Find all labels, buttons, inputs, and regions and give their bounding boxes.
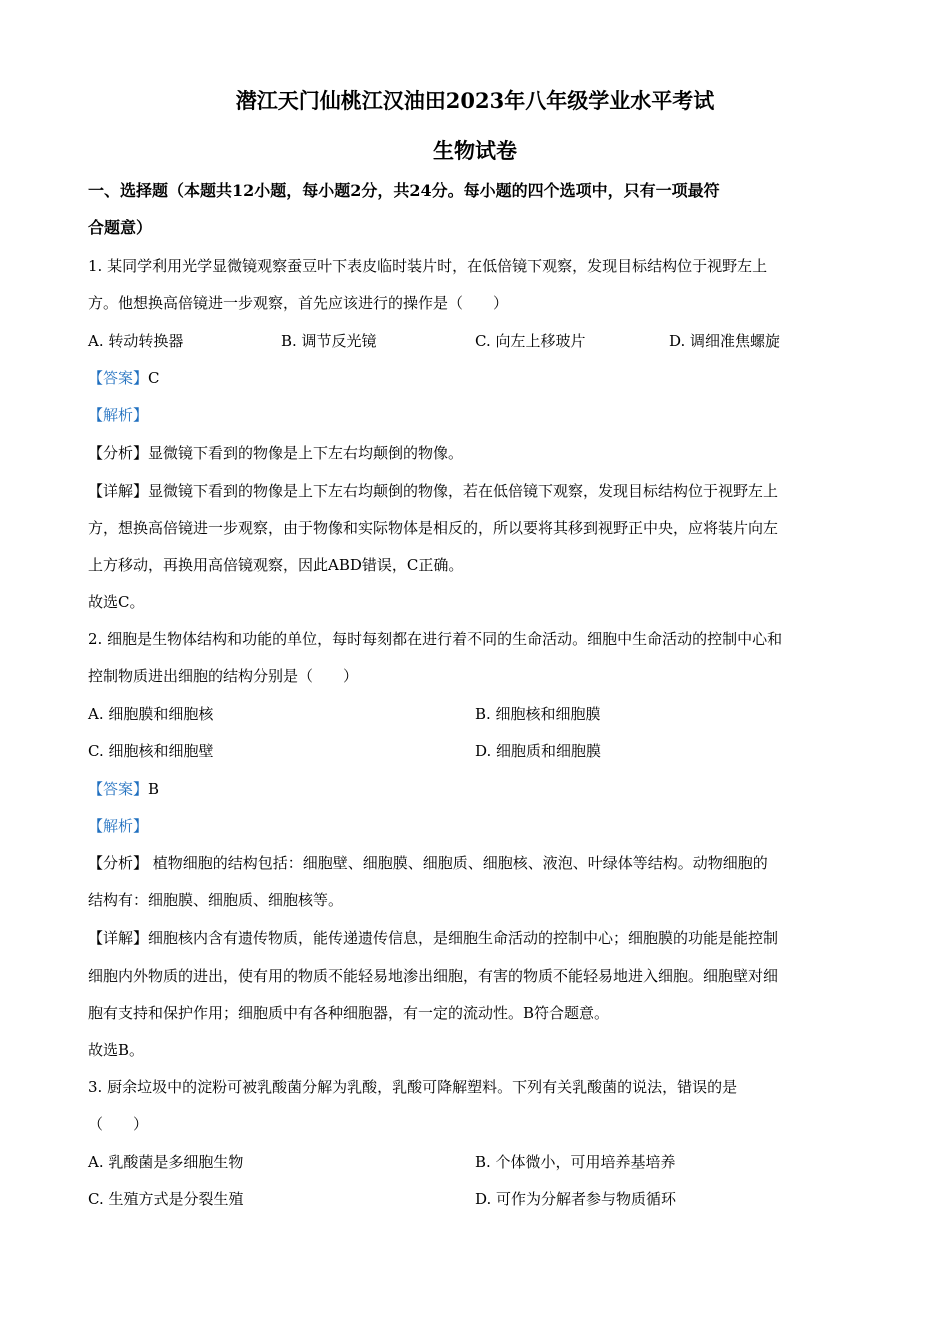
- q1-detail-label: 【详解】: [88, 482, 149, 500]
- q2-answer-label: 【答案】: [88, 780, 149, 798]
- q2-option-d: D. 细胞质和细胞膜: [475, 742, 602, 760]
- q2-answer-row: [88, 779, 159, 799]
- q1-detail-line3: 上方移动，再换用高倍镜观察，因此ABD错误，C正确。: [88, 556, 464, 574]
- q1-option-b: B. 调节反光镜: [281, 332, 377, 350]
- section-heading-line1: 一、选择题（本题共12小题，每小题2分，共24分。每小题的四个选项中，只有一项最符: [88, 181, 720, 200]
- q3-option-a: A. 乳酸菌是多细胞生物: [88, 1153, 244, 1171]
- q1-detail-line2: 方，想换高倍镜进一步观察，由于物像和实际物体是相反的，所以要将其移到视野正中央，应将装片向左: [88, 519, 779, 537]
- q3-stem-line2: （ ）: [88, 1115, 149, 1133]
- q1-stem-line2: 方。他想换高倍镜进一步观察，首先应该进行的操作是（ ）: [88, 294, 509, 312]
- q1-option-c: C. 向左上移玻片: [475, 332, 586, 350]
- q3-option-c: C. 生殖方式是分裂生殖: [88, 1190, 244, 1208]
- q2-analysis-row: [88, 853, 768, 873]
- q1-option-d: D. 调细准焦螺旋: [669, 332, 781, 350]
- exam-title: 潜江天门仙桃江汉油田2023年八年级学业水平考试: [235, 88, 715, 113]
- q1-analysis-text: 显微镜下看到的物像是上下左右均颠倒的物像。: [148, 444, 464, 462]
- q2-analysis-line2: 结构有：细胞膜、细胞质、细胞核等。: [88, 891, 344, 909]
- q3-stem-line1: 3. 厨余垃圾中的淀粉可被乳酸菌分解为乳酸，乳酸可降解塑料。下列有关乳酸菌的说法，错误的是: [88, 1078, 738, 1096]
- q2-analysis-line1: 植物细胞的结构包括：细胞壁、细胞膜、细胞质、细胞核、液泡、叶绿体等结构。动物细胞的: [148, 854, 768, 872]
- q1-analysis-label: 【分析】: [88, 444, 149, 462]
- q2-stem-line2: 控制物质进出细胞的结构分别是（ ）: [88, 667, 359, 685]
- q1-detail-row: [88, 481, 778, 501]
- q2-detail-line3: 胞有支持和保护作用；细胞质中有各种细胞器，有一定的流动性。B符合题意。: [88, 1004, 610, 1022]
- q2-detail-label: 【详解】: [88, 929, 149, 947]
- q2-option-c: C. 细胞核和细胞壁: [88, 742, 214, 760]
- q2-option-a: A. 细胞膜和细胞核: [88, 705, 214, 723]
- section-heading-line2: 合题意）: [88, 218, 153, 237]
- q1-analysis-row: [88, 443, 463, 463]
- q2-option-b: B. 细胞核和细胞膜: [475, 705, 601, 723]
- q1-stem-line1: 1. 某同学利用光学显微镜观察蚕豆叶下表皮临时装片时，在低倍镜下观察，发现目标结构位于视野左上: [88, 257, 768, 275]
- q2-stem-line1: 2. 细胞是生物体结构和功能的单位，每时每刻都在进行着不同的生命活动。细胞中生命活动的控制中心和: [88, 630, 783, 648]
- q1-detail-line1: 显微镜下看到的物像是上下左右均颠倒的物像，若在低倍镜下观察，发现目标结构位于视野左上: [148, 482, 779, 500]
- q2-detail-line2: 细胞内外物质的进出，使有用的物质不能轻易地渗出细胞，有害的物质不能轻易地进入细胞。细胞壁对细: [88, 967, 779, 985]
- q2-analysis-label: 【分析】: [88, 854, 149, 872]
- q3-option-b: B. 个体微小，可用培养基培养: [475, 1153, 676, 1171]
- q2-detail-row: [88, 928, 778, 948]
- q1-option-a: A. 转动转换器: [88, 332, 184, 350]
- q1-answer-row: [88, 368, 160, 388]
- exam-subtitle: 生物试卷: [433, 138, 517, 163]
- q1-analysis-heading: 【解析】: [88, 406, 149, 424]
- q1-answer-value: C: [148, 369, 160, 387]
- q1-answer-label: 【答案】: [88, 369, 149, 387]
- q2-answer-value: B: [148, 780, 160, 798]
- q2-detail-line1: 细胞核内含有遗传物质，能传递遗传信息，是细胞生命活动的控制中心；细胞膜的功能是能控制: [148, 929, 779, 947]
- q2-choose: 故选B。: [88, 1041, 145, 1059]
- q3-option-d: D. 可作为分解者参与物质循环: [475, 1190, 677, 1208]
- q1-choose: 故选C。: [88, 593, 145, 611]
- q2-analysis-heading: 【解析】: [88, 817, 149, 835]
